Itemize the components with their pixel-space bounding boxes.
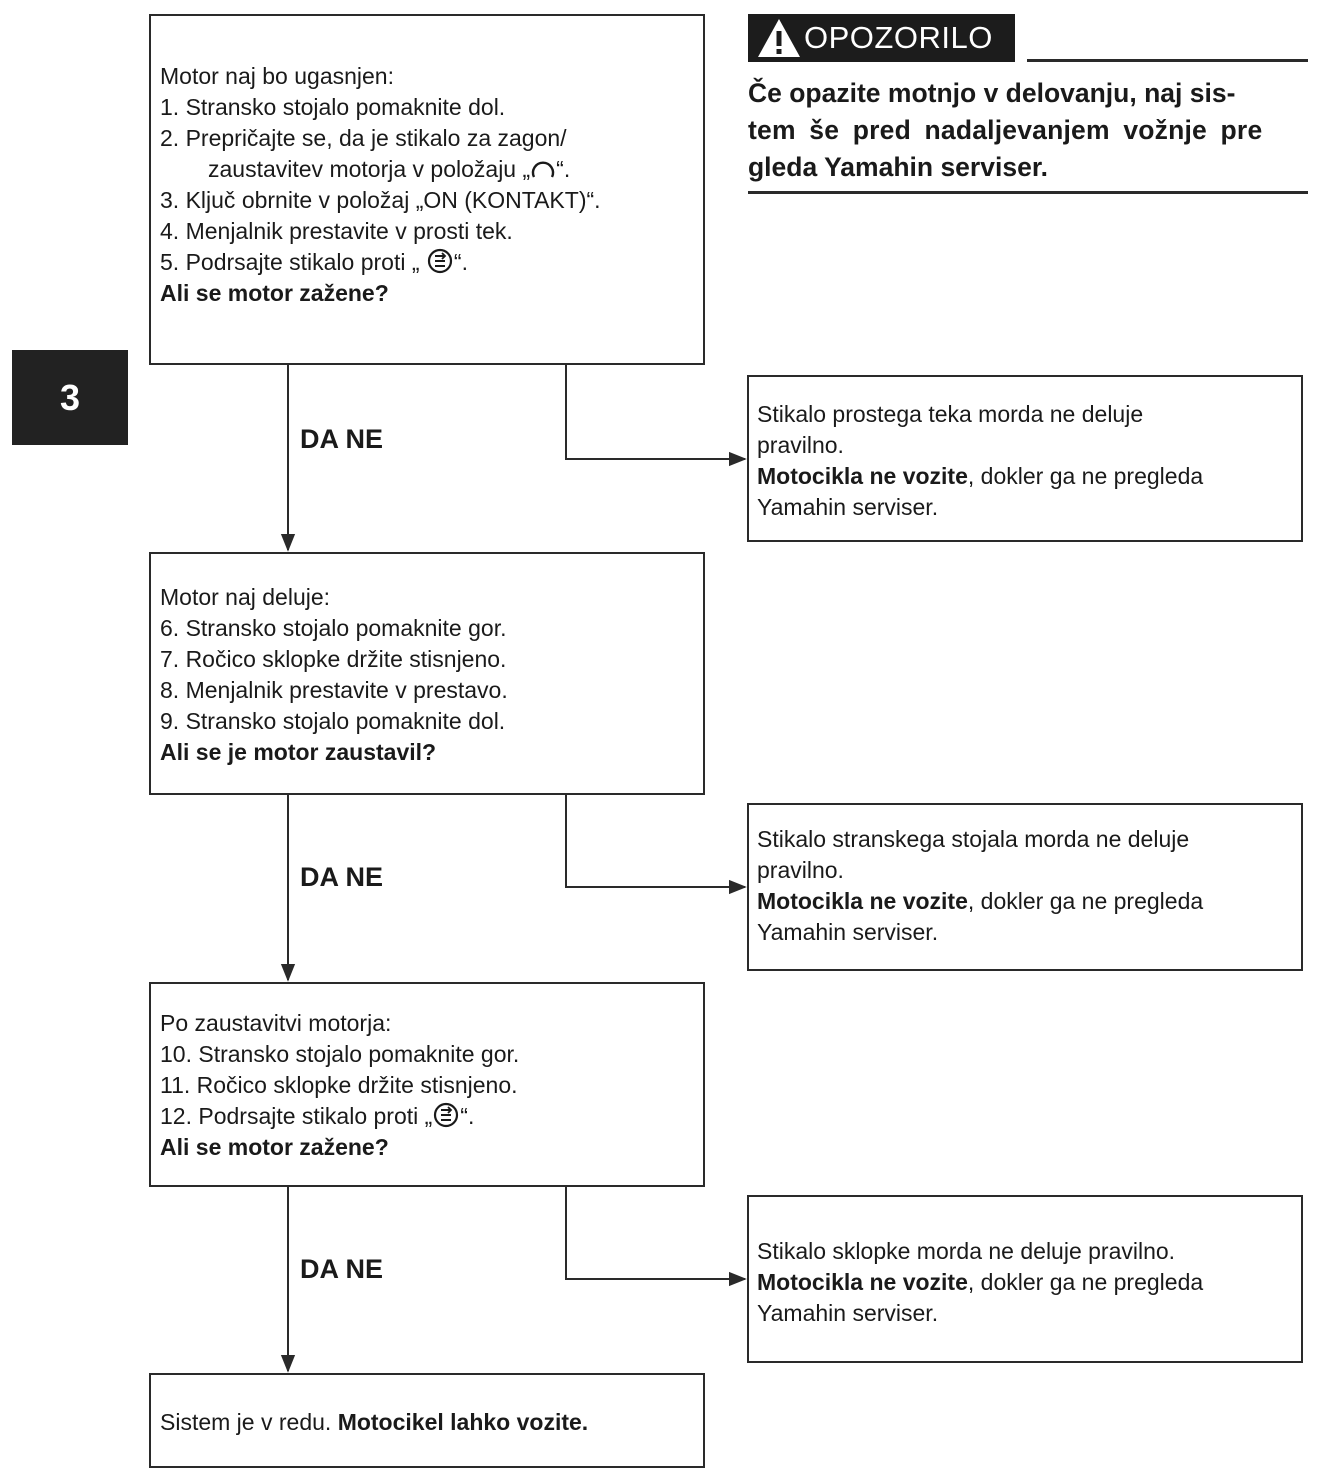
box1-heading: Motor naj bo ugasnjen:: [160, 63, 394, 89]
box1-step-1: 1. Stransko stojalo pomaknite dol.: [160, 94, 506, 120]
side-note-clutch-switch: [747, 1195, 1303, 1363]
box1-step-2b-text: zaustavitev motorja v položaju „: [208, 156, 531, 182]
box1-step-3: 3. Ključ obrnite v položaj „ON (KONTAKT)“.: [160, 187, 601, 213]
side1-line-1: Stikalo prostega teka morda ne deluje: [757, 401, 1144, 427]
box2-question: Ali se je motor zaustavil?: [160, 739, 437, 765]
chapter-tab: [12, 350, 128, 445]
arrow-no-1: [566, 364, 745, 459]
box4-line: [160, 1407, 695, 1438]
box1-step-2b: [160, 154, 695, 185]
box4-text: Sistem je v redu.: [160, 1409, 338, 1435]
box3-question: Ali se motor zažene?: [160, 1134, 389, 1160]
flow-box-engine-running: [149, 552, 705, 795]
engine-run-switch-icon: [530, 157, 556, 181]
box1-step-2b-end: “.: [556, 156, 571, 182]
side2-line-3: [757, 886, 1293, 917]
box4-bold: Motocikel lahko vozite.: [337, 1409, 589, 1435]
box3-step-11: 11. Ročico sklopke držite stisnjeno.: [160, 1072, 518, 1098]
side2-line-2: pravilno.: [757, 857, 844, 883]
side-note-sidestand-switch: [747, 803, 1303, 971]
side3-line-2: [757, 1267, 1293, 1298]
warning-title: OPOZORILO: [804, 20, 993, 55]
arrow-no-2: [566, 794, 745, 887]
box3-step-10: 10. Stransko stojalo pomaknite gor.: [160, 1041, 520, 1067]
side1-line-4: Yamahin serviser.: [757, 494, 939, 520]
box2-step-9: 9. Stransko stojalo pomaknite dol.: [160, 708, 506, 734]
engine-start-switch-icon: [432, 1102, 460, 1128]
box3-step-12-text: 12. Podrsajte stikalo proti „: [160, 1103, 433, 1129]
side3-rest: , dokler ga ne pregleda: [967, 1269, 1204, 1295]
flow-box-engine-off: [149, 14, 705, 365]
warning-rule-top: [1027, 59, 1308, 62]
side-note-neutral-switch: [747, 375, 1303, 542]
flow-box-system-ok: [149, 1373, 705, 1468]
arrow-no-3: [566, 1186, 745, 1279]
box3-heading: Po zaustavitvi motorja:: [160, 1010, 392, 1036]
box1-step-5-text: 5. Podrsajte stikalo proti „: [160, 249, 426, 275]
box1-step-2a: 2. Prepričajte se, da je stikalo za zagon/: [160, 125, 567, 151]
flow-box-engine-stopped: [149, 982, 705, 1187]
side1-bold: Motocikla ne vozite: [757, 463, 968, 489]
box2-heading: Motor naj deluje:: [160, 584, 331, 610]
box1-step-5-end: “.: [453, 249, 468, 275]
side1-rest: , dokler ga ne pregleda: [967, 463, 1204, 489]
side1-line-3: [757, 461, 1293, 492]
box3-step-12: [160, 1101, 695, 1132]
side2-line-4: Yamahin serviser.: [757, 919, 939, 945]
side2-rest: , dokler ga ne pregleda: [967, 888, 1204, 914]
engine-start-switch-icon: [426, 248, 454, 274]
chapter-number: 3: [59, 376, 81, 418]
side3-line-3: Yamahin serviser.: [757, 1300, 939, 1326]
warning-line-1: Če opazite motnjo v delovanju, naj sis-: [748, 78, 1236, 108]
warning-badge: [748, 14, 1015, 62]
warning-triangle-icon: [754, 14, 804, 62]
side3-bold: Motocikla ne vozite: [757, 1269, 968, 1295]
branch-label-1: DA NE: [300, 424, 384, 454]
warning-rule-bottom: [748, 191, 1308, 194]
side2-line-1: Stikalo stranskega stojala morda ne deluje: [757, 826, 1190, 852]
warning-line-3: gleda Yamahin serviser.: [748, 152, 1049, 182]
side1-line-2: pravilno.: [757, 432, 844, 458]
box2-step-6: 6. Stransko stojalo pomaknite gor.: [160, 615, 507, 641]
box2-step-8: 8. Menjalnik prestavite v prestavo.: [160, 677, 508, 703]
warning-line-2: tem še pred nadaljevanjem vožnje pre: [748, 115, 1263, 145]
side2-bold: Motocikla ne vozite: [757, 888, 968, 914]
branch-label-3: DA NE: [300, 1254, 384, 1284]
branch-label-2: DA NE: [300, 862, 384, 892]
box3-step-12-end: “.: [460, 1103, 475, 1129]
box2-step-7: 7. Ročico sklopke držite stisnjeno.: [160, 646, 507, 672]
side3-line-1: Stikalo sklopke morda ne deluje pravilno.: [757, 1238, 1176, 1264]
box1-question: Ali se motor zažene?: [160, 280, 389, 306]
box1-step-5: [160, 247, 695, 278]
warning-text: [748, 75, 1318, 186]
box1-step-4: 4. Menjalnik prestavite v prosti tek.: [160, 218, 513, 244]
